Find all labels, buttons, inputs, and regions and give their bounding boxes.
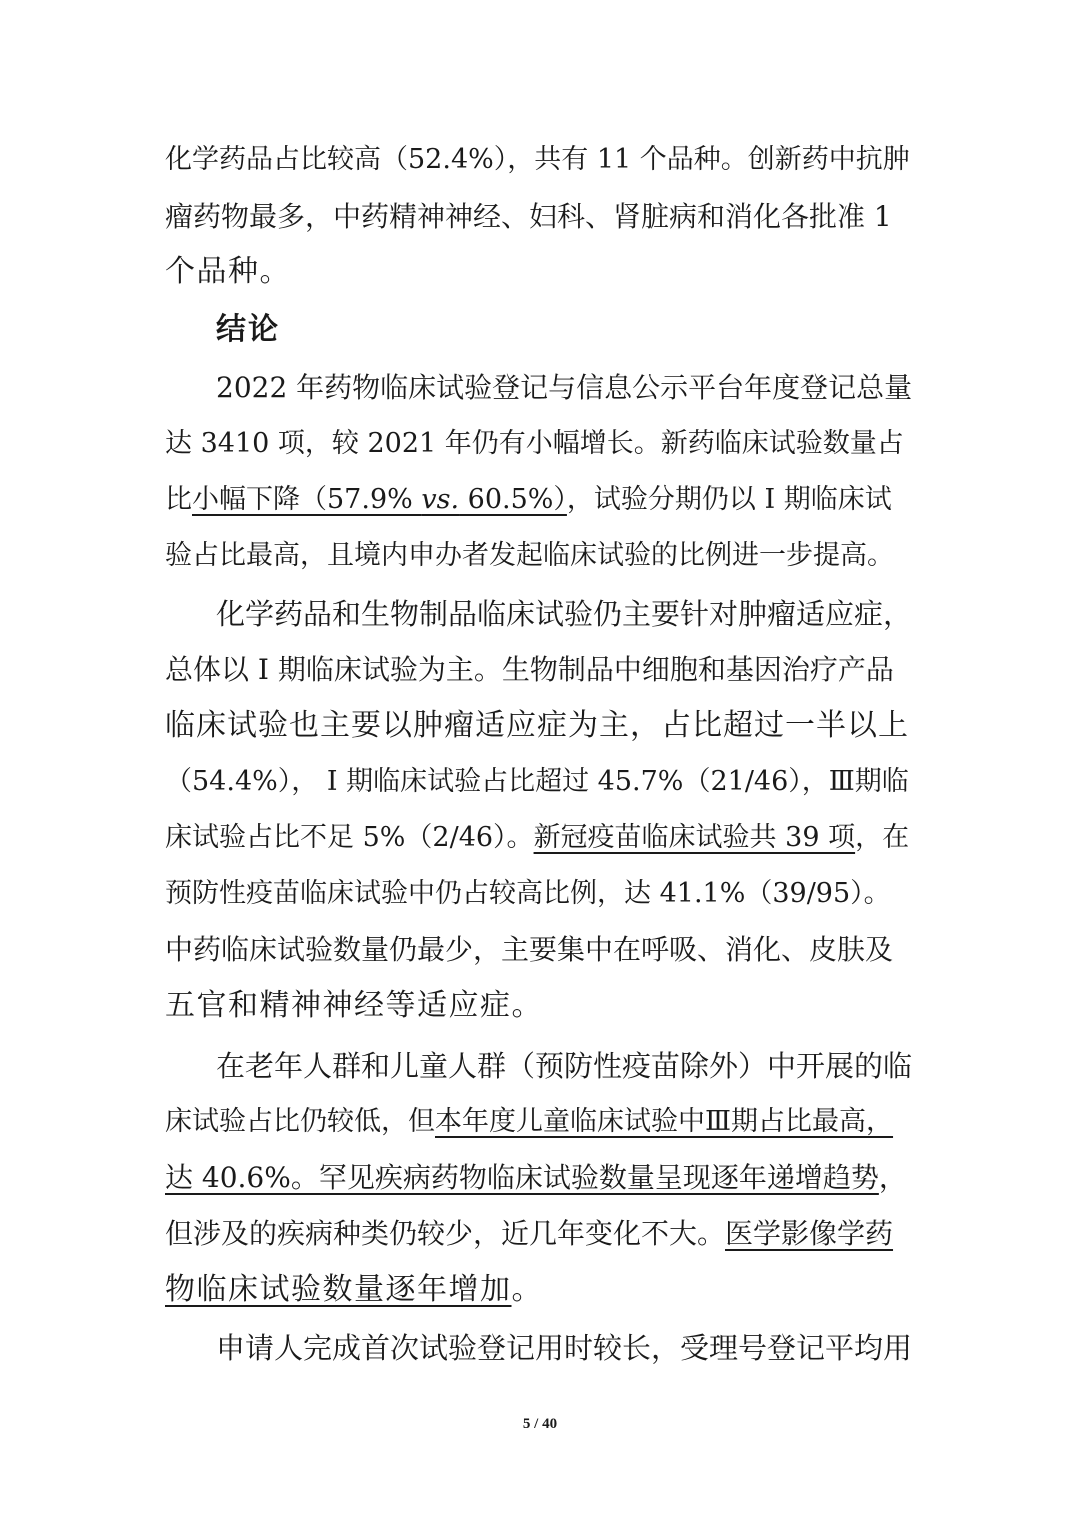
underlined-text: 物临床试验数量逐年增加: [165, 1272, 512, 1307]
text-line: [165, 1208, 917, 1260]
text-line: 在老年人群和儿童人群（预防性疫苗除外）中开展的临: [216, 1049, 913, 1083]
text-segment: 床试验占比仍较低，但: [165, 1106, 435, 1137]
underlined-text: 新冠疫苗临床试验共 39 项: [533, 822, 856, 853]
section-heading: 结论: [216, 312, 280, 347]
text-line: 达 3410 项，较 2021 年仍有小幅增长。新药临床试验数量占: [165, 428, 904, 459]
text-line: 化学药品和生物制品临床试验仍主要针对肿瘤适应症，: [216, 597, 913, 631]
text-line: 五官和精神神经等适应症。: [165, 988, 543, 1023]
text-line: [165, 812, 917, 864]
text-segment: 比: [165, 484, 192, 515]
text-line: 临床试验也主要以肿瘤适应症为主，占比超过一半以上: [165, 708, 909, 743]
text-line: 中药临床试验数量仍最少，主要集中在呼吸、消化、皮肤及: [165, 933, 894, 966]
text-line: 总体以 I 期临床试验为主。生物制品中细胞和基因治疗产品: [165, 653, 894, 686]
text-line: [165, 474, 917, 526]
underlined-text: 本年度儿童临床试验中Ⅲ期占比最高，: [435, 1106, 894, 1137]
underlined-text: 医学影像学药: [725, 1217, 894, 1250]
text-segment: 。: [511, 1272, 543, 1307]
text-segment: 但涉及的疾病种类仍较少，近几年变化不大。: [165, 1217, 726, 1250]
text-line: 个品种。: [165, 254, 291, 289]
text-segment: 床试验占比不足 5%（2/46）。: [165, 822, 534, 853]
underlined-text: 达 40.6%。罕见疾病药物临床试验数量呈现逐年递增趋势: [165, 1161, 879, 1194]
text-line: [165, 1264, 917, 1316]
text-line: 2022 年药物临床试验登记与信息公示平台年度登记总量: [216, 371, 913, 404]
text-line: 申请人完成首次试验登记用时较长，受理号登记平均用: [216, 1331, 913, 1365]
text-line: [165, 1152, 917, 1204]
text-segment: ，: [878, 1161, 907, 1194]
text-line: 验占比最高，且境内申办者发起临床试验的比例进一步提高。: [165, 540, 894, 571]
text-line: （54.4%）， I 期临床试验占比超过 45.7%（21/46），Ⅲ期临: [165, 766, 909, 797]
text-segment: ，在: [855, 822, 910, 853]
text-segment: 小幅下降（57.9%: [192, 484, 422, 515]
text-line: 化学药品占比较高（52.4%），共有 11 个品种。创新药中抗肿: [165, 144, 910, 175]
text-line: 预防性疫苗临床试验中仍占较高比例，达 41.1%（39/95）。: [165, 878, 891, 909]
italic-text: vs.: [421, 484, 460, 515]
page-number: 5 / 40: [522, 1416, 558, 1432]
text-segment: ，试验分期仍以 I 期临床试: [566, 484, 892, 515]
text-line: [165, 1096, 917, 1148]
text-line: 瘤药物最多，中药精神神经、妇科、肾脏病和消化各批准 1: [165, 200, 892, 233]
text-segment: 60.5%）: [459, 484, 567, 515]
underlined-text: [192, 484, 567, 515]
